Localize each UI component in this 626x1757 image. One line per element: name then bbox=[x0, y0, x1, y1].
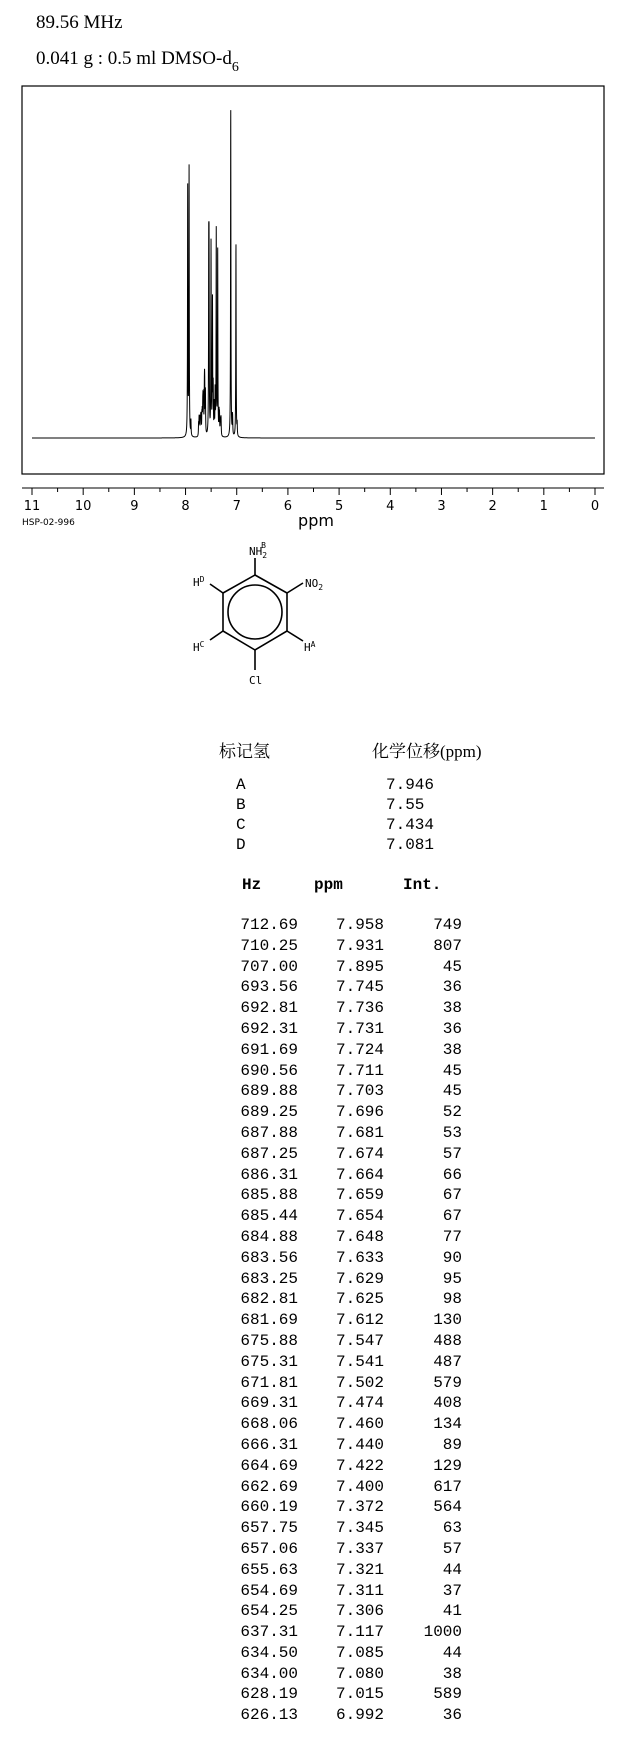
int-cell: 98 bbox=[442, 1290, 462, 1309]
molecule-structure bbox=[170, 540, 370, 725]
table-row bbox=[226, 1289, 462, 1310]
ppm-cell: 6.992 bbox=[335, 1706, 384, 1725]
amine-label: $NH_2B$ bbox=[249, 541, 268, 560]
hz-cell: 684.88 bbox=[240, 1227, 298, 1246]
spectrum-trace bbox=[32, 110, 595, 438]
substituent-bonds bbox=[210, 558, 303, 670]
table-row bbox=[226, 1248, 462, 1269]
table-row bbox=[226, 1705, 462, 1726]
h-c-label: $H^C$ bbox=[193, 640, 205, 654]
int-cell: 129 bbox=[433, 1456, 462, 1475]
sample-text: 0.041 g : 0.5 ml DMSO-d bbox=[36, 48, 232, 69]
int-cell: 89 bbox=[442, 1435, 462, 1454]
table-row bbox=[226, 1456, 462, 1477]
hz-cell: 712.69 bbox=[240, 916, 298, 934]
ppm-cell: 7.633 bbox=[335, 1248, 384, 1267]
table-row bbox=[226, 1123, 462, 1144]
hz-cell: 692.81 bbox=[240, 999, 298, 1018]
table-row bbox=[226, 1393, 462, 1414]
ppm-cell: 7.311 bbox=[335, 1581, 384, 1600]
int-cell: 617 bbox=[433, 1477, 462, 1496]
int-cell: 67 bbox=[442, 1186, 462, 1205]
ppm-cell: 7.895 bbox=[335, 957, 384, 976]
int-cell: 36 bbox=[442, 978, 462, 997]
hz-cell: 654.69 bbox=[240, 1581, 298, 1600]
hz-cell: 662.69 bbox=[240, 1477, 298, 1496]
ppm-cell: 7.400 bbox=[335, 1477, 384, 1496]
ppm-cell: 7.440 bbox=[335, 1435, 384, 1454]
int-cell: 77 bbox=[442, 1227, 462, 1246]
table-row bbox=[226, 915, 462, 936]
plot-frame bbox=[22, 86, 604, 474]
shift-row: B 7.55 bbox=[236, 796, 425, 814]
int-cell: 408 bbox=[433, 1394, 462, 1413]
ppm-cell: 7.681 bbox=[335, 1123, 384, 1142]
x-tick-label: 6 bbox=[283, 499, 293, 514]
table-row bbox=[226, 1144, 462, 1165]
table-row bbox=[226, 957, 462, 978]
int-cell: 63 bbox=[442, 1519, 462, 1538]
x-axis-label: ppm bbox=[298, 511, 334, 530]
table-row bbox=[226, 1331, 462, 1352]
ppm-cell: 7.541 bbox=[335, 1352, 384, 1371]
int-cell: 38 bbox=[442, 1040, 462, 1059]
hz-cell: 681.69 bbox=[240, 1311, 298, 1330]
ppm-cell: 7.080 bbox=[335, 1664, 384, 1683]
hz-cell: 637.31 bbox=[240, 1623, 298, 1642]
hz-cell: 682.81 bbox=[240, 1290, 298, 1309]
hz-cell: 689.88 bbox=[240, 1082, 298, 1101]
hz-cell: 707.00 bbox=[240, 957, 298, 976]
int-cell: 134 bbox=[433, 1415, 462, 1434]
hz-cell: 668.06 bbox=[240, 1415, 298, 1434]
ppm-cell: 7.659 bbox=[335, 1186, 384, 1205]
ppm-cell: 7.958 bbox=[335, 916, 384, 934]
ppm-cell: 7.117 bbox=[335, 1623, 384, 1642]
hz-cell: 660.19 bbox=[240, 1498, 298, 1517]
sample-subscript: 6 bbox=[231, 59, 239, 75]
hz-cell: 683.56 bbox=[240, 1248, 298, 1267]
table-row bbox=[226, 1497, 462, 1518]
header-hz: Hz bbox=[242, 876, 262, 894]
int-cell: 564 bbox=[433, 1498, 462, 1517]
ppm-cell: 7.345 bbox=[335, 1519, 384, 1538]
table-row bbox=[226, 1622, 462, 1643]
shift-row: D 7.081 bbox=[236, 836, 435, 854]
x-tick-label: 7 bbox=[232, 499, 241, 514]
hz-cell: 686.31 bbox=[240, 1165, 298, 1184]
int-cell: 488 bbox=[433, 1331, 462, 1350]
shift-table-header-label: 标记氢 bbox=[219, 742, 270, 761]
hz-cell: 634.50 bbox=[240, 1643, 298, 1662]
table-row bbox=[226, 1061, 462, 1082]
ppm-cell: 7.696 bbox=[335, 1103, 384, 1122]
chloro-label: Cl bbox=[249, 674, 263, 687]
table-row bbox=[226, 1414, 462, 1435]
hz-cell: 685.44 bbox=[240, 1207, 298, 1226]
x-tick-label: 0 bbox=[590, 499, 600, 514]
ppm-cell: 7.731 bbox=[335, 1019, 384, 1038]
hz-cell: 628.19 bbox=[240, 1685, 298, 1704]
x-tick-label: 5 bbox=[334, 499, 344, 514]
x-tick-label: 2 bbox=[488, 499, 497, 514]
ppm-cell: 7.422 bbox=[335, 1456, 384, 1475]
table-row bbox=[226, 1477, 462, 1498]
int-cell: 67 bbox=[442, 1207, 462, 1226]
shift-row: C 7.434 bbox=[236, 816, 435, 834]
ppm-cell: 7.474 bbox=[335, 1394, 384, 1413]
ppm-cell: 7.372 bbox=[335, 1498, 384, 1517]
hz-cell: 626.13 bbox=[240, 1706, 298, 1725]
x-tick-label: 10 bbox=[74, 499, 92, 514]
hz-cell: 692.31 bbox=[240, 1019, 298, 1038]
table-row bbox=[226, 1518, 462, 1539]
hz-cell: 657.06 bbox=[240, 1539, 298, 1558]
table-row bbox=[226, 1643, 462, 1664]
table-row bbox=[226, 1601, 462, 1622]
int-cell: 44 bbox=[442, 1643, 462, 1662]
table-row bbox=[226, 1560, 462, 1581]
ppm-cell: 7.337 bbox=[335, 1539, 384, 1558]
hz-cell: 655.63 bbox=[240, 1560, 298, 1579]
int-cell: 579 bbox=[433, 1373, 462, 1392]
ppm-cell: 7.745 bbox=[335, 978, 384, 997]
h-a-label: $H^A$ bbox=[304, 640, 316, 654]
x-tick-label: 4 bbox=[386, 499, 395, 514]
ppm-cell: 7.612 bbox=[335, 1311, 384, 1330]
table-row bbox=[226, 998, 462, 1019]
int-cell: 57 bbox=[442, 1144, 462, 1163]
table-row bbox=[226, 1435, 462, 1456]
int-cell: 41 bbox=[442, 1602, 462, 1621]
h-d-label: $H^D$ bbox=[193, 575, 205, 589]
nmr-spectrum-chart bbox=[0, 0, 626, 540]
shift-table-header-shift: 化学位移(ppm) bbox=[372, 742, 482, 761]
hz-cell: 691.69 bbox=[240, 1040, 298, 1059]
ppm-cell: 7.654 bbox=[335, 1207, 384, 1226]
shift-table bbox=[236, 775, 434, 855]
ppm-cell: 7.547 bbox=[335, 1331, 384, 1350]
int-cell: 1000 bbox=[423, 1623, 462, 1642]
table-row bbox=[226, 1664, 462, 1685]
shift-row: A 7.946 bbox=[236, 776, 435, 794]
table-row bbox=[226, 1019, 462, 1040]
int-cell: 36 bbox=[442, 1019, 462, 1038]
ppm-cell: 7.321 bbox=[335, 1560, 384, 1579]
int-cell: 53 bbox=[442, 1123, 462, 1142]
int-cell: 45 bbox=[442, 957, 462, 976]
x-tick-label: 11 bbox=[23, 499, 41, 514]
int-cell: 38 bbox=[442, 1664, 462, 1683]
table-row bbox=[226, 1684, 462, 1705]
hz-cell: 675.31 bbox=[240, 1352, 298, 1371]
table-row bbox=[226, 1185, 462, 1206]
hz-cell: 689.25 bbox=[240, 1103, 298, 1122]
table-row bbox=[226, 1165, 462, 1186]
int-cell: 749 bbox=[433, 916, 462, 934]
int-cell: 807 bbox=[433, 936, 462, 955]
x-tick-label: 3 bbox=[437, 499, 446, 514]
hz-cell: 683.25 bbox=[240, 1269, 298, 1288]
ppm-cell: 7.724 bbox=[335, 1040, 384, 1059]
hz-cell: 693.56 bbox=[240, 978, 298, 997]
table-row bbox=[226, 977, 462, 998]
hz-cell: 687.25 bbox=[240, 1144, 298, 1163]
int-cell: 66 bbox=[442, 1165, 462, 1184]
int-cell: 130 bbox=[433, 1311, 462, 1330]
ppm-cell: 7.674 bbox=[335, 1144, 384, 1163]
hz-cell: 654.25 bbox=[240, 1602, 298, 1621]
hz-cell: 675.88 bbox=[240, 1331, 298, 1350]
table-row bbox=[226, 1081, 462, 1102]
table-row bbox=[226, 1310, 462, 1331]
int-cell: 37 bbox=[442, 1581, 462, 1600]
benzene-ring bbox=[223, 575, 287, 650]
ppm-cell: 7.664 bbox=[335, 1165, 384, 1184]
table-row bbox=[226, 1581, 462, 1602]
hz-cell: 664.69 bbox=[240, 1456, 298, 1475]
table-row bbox=[226, 1352, 462, 1373]
nitro-label: $NO_2$ bbox=[305, 577, 324, 592]
table-row bbox=[226, 1539, 462, 1560]
hz-cell: 690.56 bbox=[240, 1061, 298, 1080]
ppm-cell: 7.648 bbox=[335, 1227, 384, 1246]
table-row bbox=[226, 1206, 462, 1227]
spectrum-id: HSP-02-996 bbox=[22, 518, 75, 528]
int-cell: 45 bbox=[442, 1061, 462, 1080]
x-tick-label: 1 bbox=[539, 499, 548, 514]
x-tick-label: 9 bbox=[130, 499, 139, 514]
table-row bbox=[226, 936, 462, 957]
ppm-cell: 7.736 bbox=[335, 999, 384, 1018]
int-cell: 44 bbox=[442, 1560, 462, 1579]
ppm-cell: 7.502 bbox=[335, 1373, 384, 1392]
ppm-cell: 7.015 bbox=[335, 1685, 384, 1704]
hz-cell: 685.88 bbox=[240, 1186, 298, 1205]
hz-cell: 666.31 bbox=[240, 1435, 298, 1454]
ppm-cell: 7.085 bbox=[335, 1643, 384, 1662]
int-cell: 38 bbox=[442, 999, 462, 1018]
int-cell: 45 bbox=[442, 1082, 462, 1101]
ppm-cell: 7.703 bbox=[335, 1082, 384, 1101]
int-cell: 95 bbox=[442, 1269, 462, 1288]
table-row bbox=[226, 1269, 462, 1290]
ppm-cell: 7.460 bbox=[335, 1415, 384, 1434]
int-cell: 52 bbox=[442, 1103, 462, 1122]
int-cell: 487 bbox=[433, 1352, 462, 1371]
hz-cell: 671.81 bbox=[240, 1373, 298, 1392]
hz-cell: 687.88 bbox=[240, 1123, 298, 1142]
header-int: Int. bbox=[403, 876, 442, 894]
hz-cell: 669.31 bbox=[240, 1394, 298, 1413]
table-row bbox=[226, 1227, 462, 1248]
table-row bbox=[226, 1102, 462, 1123]
int-cell: 589 bbox=[433, 1685, 462, 1704]
int-cell: 57 bbox=[442, 1539, 462, 1558]
ppm-cell: 7.711 bbox=[335, 1061, 384, 1080]
ppm-cell: 7.625 bbox=[335, 1290, 384, 1309]
ppm-cell: 7.629 bbox=[335, 1269, 384, 1288]
spectrometer-frequency: 89.56 MHz bbox=[36, 12, 123, 33]
table-row bbox=[226, 1373, 462, 1394]
int-cell: 90 bbox=[442, 1248, 462, 1267]
int-cell: 36 bbox=[442, 1706, 462, 1725]
hz-cell: 634.00 bbox=[240, 1664, 298, 1683]
hz-cell: 710.25 bbox=[240, 936, 298, 955]
x-tick-label: 8 bbox=[181, 499, 190, 514]
peak-table bbox=[226, 915, 462, 1726]
hz-cell: 657.75 bbox=[240, 1519, 298, 1538]
ppm-cell: 7.931 bbox=[335, 936, 384, 955]
ppm-cell: 7.306 bbox=[335, 1602, 384, 1621]
header-ppm: ppm bbox=[314, 876, 343, 894]
table-row bbox=[226, 1040, 462, 1061]
